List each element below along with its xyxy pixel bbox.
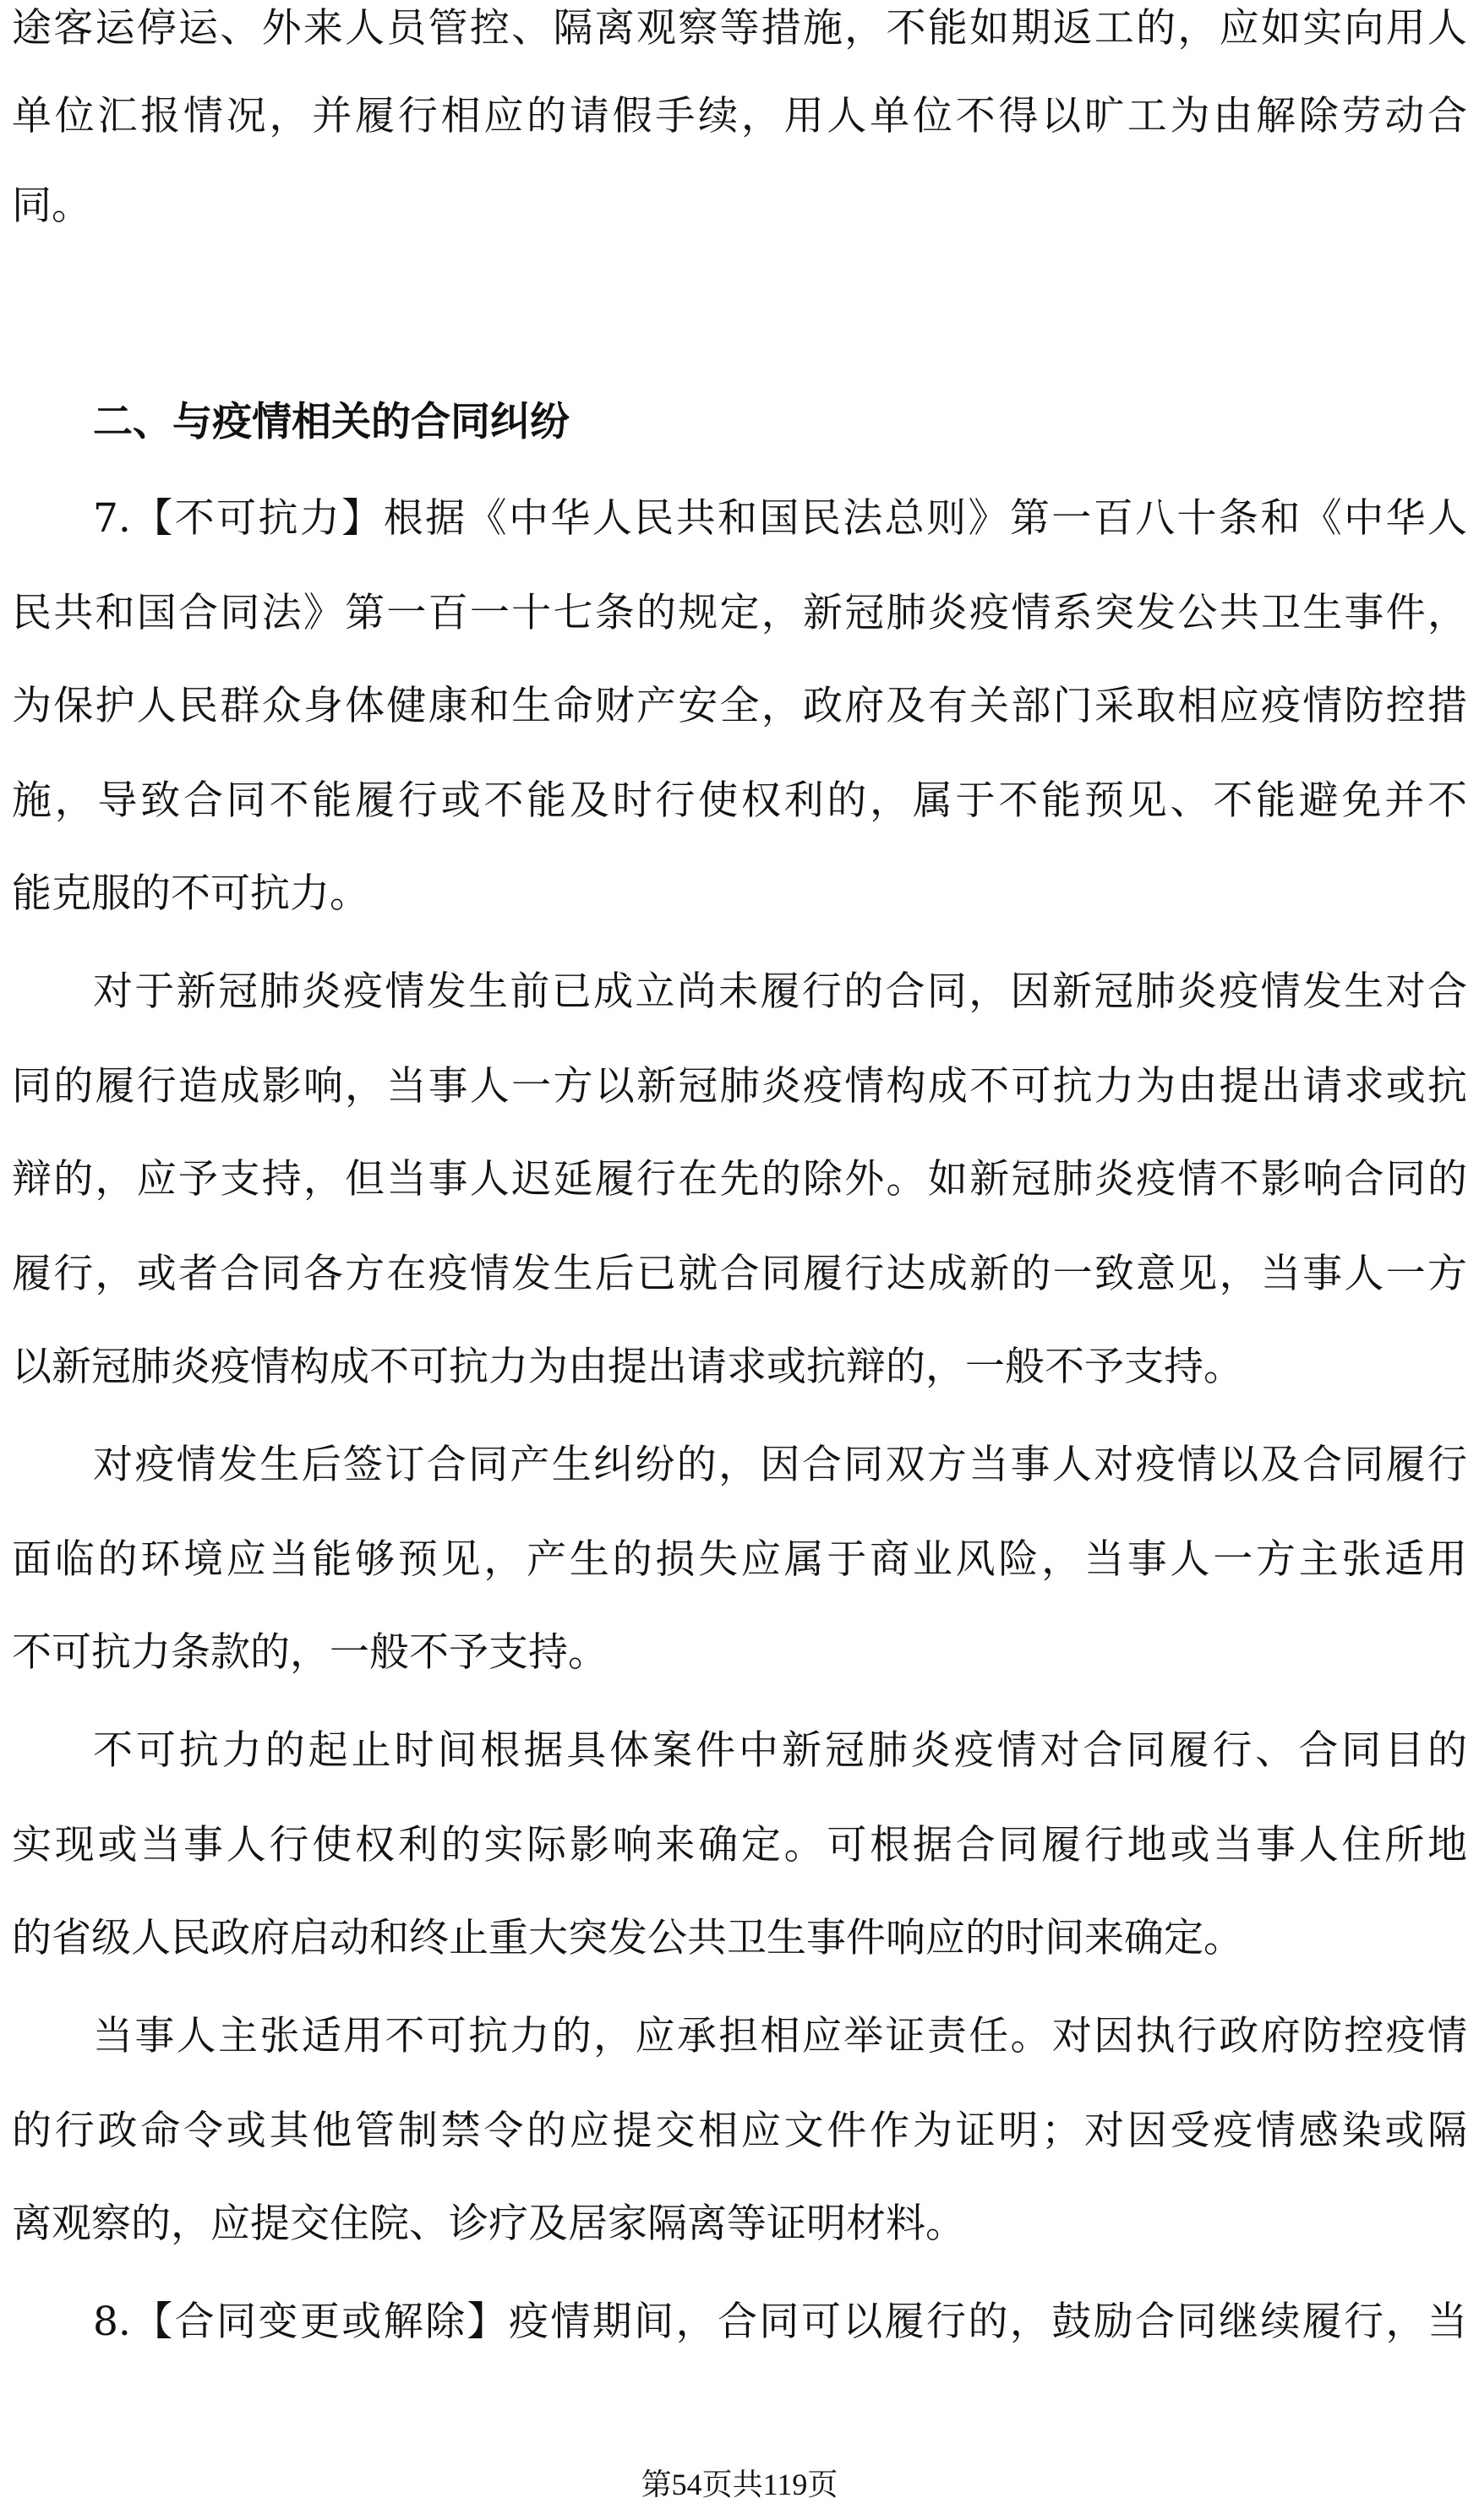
- item-7-line: 为保护人民群众身体健康和生命财产安全，政府及有关部门采取相应疫情防控措: [12, 683, 1467, 729]
- para-line: 辩的，应予支持，但当事人迟延履行在先的除外。如新冠肺炎疫情不影响合同的: [12, 1156, 1467, 1203]
- para-line: 对疫情发生后签订合同产生纠纷的，因合同双方当事人对疫情以及合同履行: [93, 1442, 1467, 1488]
- para-line: 履行，或者合同各方在疫情发生后已就合同履行达成新的一致意见，当事人一方: [12, 1251, 1467, 1297]
- para-line: 对于新冠肺炎疫情发生前已成立尚未履行的合同，因新冠肺炎疫情发生对合: [93, 968, 1467, 1015]
- para-line: 离观察的，应提交住院、诊疗及居家隔离等证明材料。: [12, 2201, 965, 2247]
- para-line: 以新冠肺炎疫情构成不可抗力为由提出请求或抗辩的，一般不予支持。: [12, 1344, 1243, 1390]
- para-line: 不可抗力的起止时间根据具体案件中新冠肺炎疫情对合同履行、合同目的: [93, 1727, 1467, 1774]
- body-line: 单位汇报情况，并履行相应的请假手续，用人单位不得以旷工为由解除劳动合: [12, 93, 1467, 139]
- item-7-line: 施，导致合同不能履行或不能及时行使权利的，属于不能预见、不能避免并不: [12, 777, 1467, 824]
- para-line: 实现或当事人行使权利的实际影响来确定。可根据合同履行地或当事人住所地: [12, 1822, 1467, 1868]
- para-line: 当事人主张适用不可抗力的，应承担相应举证责任。对因执行政府防控疫情: [93, 2013, 1467, 2059]
- item-8-line: 8.【合同变更或解除】疫情期间，合同可以履行的，鼓励合同继续履行，当: [93, 2299, 1467, 2345]
- section-heading: 二、与疫情相关的合同纠纷: [93, 399, 570, 445]
- body-line: 同。: [12, 183, 91, 229]
- para-line: 的省级人民政府启动和终止重大突发公共卫生事件响应的时间来确定。: [12, 1915, 1243, 1961]
- para-line: 不可抗力条款的，一般不予支持。: [12, 1629, 608, 1676]
- item-7-line: 能克服的不可抗力。: [12, 870, 369, 917]
- body-line: 途客运停运、外来人员管控、隔离观察等措施，不能如期返工的，应如实向用人: [12, 5, 1467, 52]
- para-line: 同的履行造成影响，当事人一方以新冠肺炎疫情构成不可抗力为由提出请求或抗: [12, 1063, 1467, 1110]
- para-line: 的行政命令或其他管制禁令的应提交相应文件作为证明；对因受疫情感染或隔: [12, 2108, 1467, 2154]
- item-7-line: 7.【不可抗力】根据《中华人民共和国民法总则》第一百八十条和《中华人: [93, 495, 1467, 542]
- item-7-line: 民共和国合同法》第一百一十七条的规定，新冠肺炎疫情系突发公共卫生事件，: [12, 590, 1467, 636]
- para-line: 面临的环境应当能够预见，产生的损失应属于商业风险，当事人一方主张适用: [12, 1536, 1467, 1583]
- page-number-footer: 第54页共119页: [641, 2468, 838, 2501]
